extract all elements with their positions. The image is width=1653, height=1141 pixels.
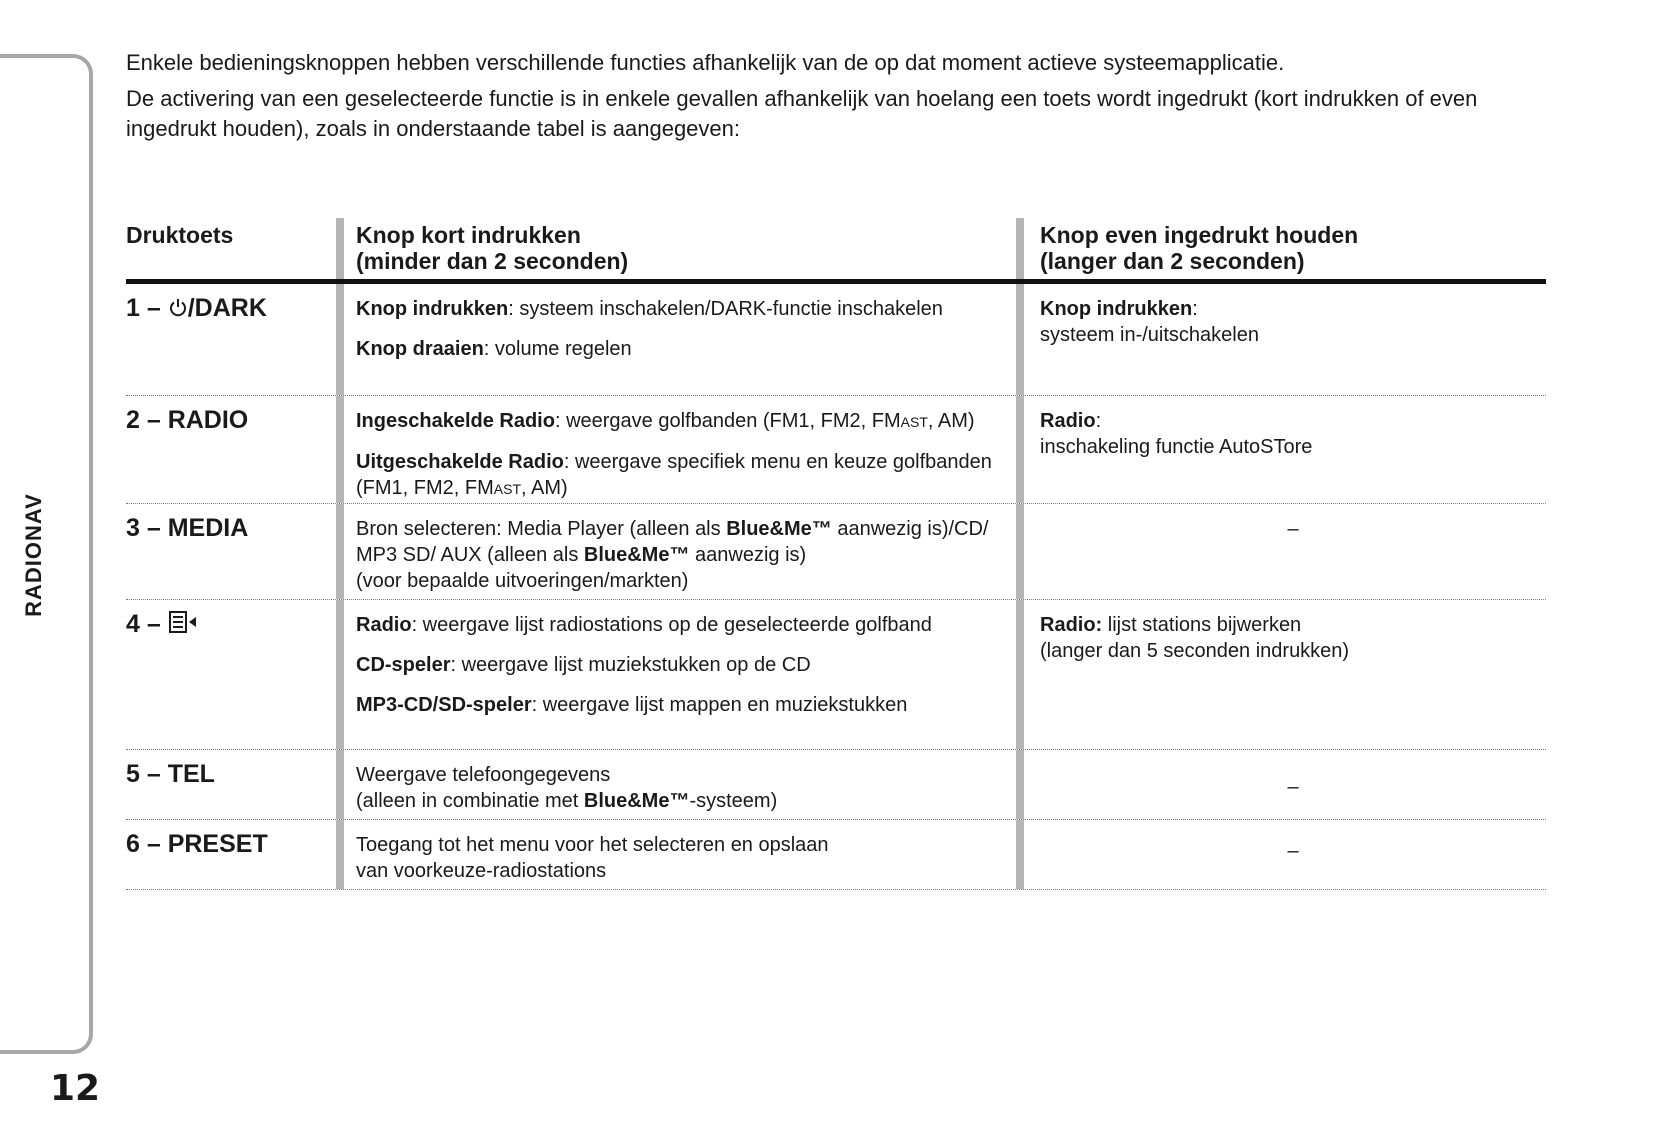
short-press-cell (336, 396, 1016, 503)
short-press-cell (336, 750, 1016, 819)
table-row (126, 284, 1546, 396)
short-press-line (356, 652, 1016, 678)
long-press-cell: – (1016, 504, 1546, 599)
power-icon (168, 296, 188, 325)
short-press-text: , AM) (927, 410, 975, 432)
short-press-text: : systeem inschakelen/DARK-functie inschakelen (508, 298, 943, 320)
table-row (126, 396, 1546, 504)
short-press-cell (336, 600, 1016, 749)
long-press-cell (1016, 600, 1546, 749)
short-press-text: Toegang tot het menu voor het selecteren en opslaan (356, 834, 829, 856)
short-press-label: MP3-CD/SD-speler (356, 694, 532, 716)
button-key: 5 – TEL (126, 760, 215, 788)
brand-name: Blue&Me™ (583, 790, 690, 812)
long-press-text: systeem in-/uitschakelen (1040, 324, 1259, 346)
short-press-line (356, 692, 1016, 718)
table-header (126, 218, 1546, 284)
fm-ast-small: AST (493, 481, 521, 497)
short-press-cell (336, 504, 1016, 599)
short-press-cell (336, 284, 1016, 395)
button-key: 6 – PRESET (126, 830, 268, 858)
page-number: 12 (50, 1068, 101, 1109)
brand-name: Blue&Me™ (583, 544, 690, 566)
short-press-text: : volume regelen (483, 338, 632, 360)
table-row (126, 820, 1546, 890)
long-press-cell (1016, 396, 1546, 503)
header-short-press-line1: Knop kort indrukken (356, 222, 581, 248)
long-press-label: Knop indrukken (1040, 298, 1193, 320)
controls-table (126, 218, 1546, 890)
short-press-label: CD-speler (356, 654, 451, 676)
table-row (126, 600, 1546, 750)
table-row (126, 504, 1546, 600)
short-press-text: : weergave specifiek menu en keuze golfbanden (FM1, FM2, FM (356, 451, 992, 499)
fm-ast-small: AST (900, 414, 928, 430)
short-press-text: aanwezig is) (689, 544, 807, 566)
table-row (126, 750, 1546, 820)
long-press-note: (langer dan 5 seconden indrukken) (1040, 640, 1350, 662)
long-press-colon: : (1192, 298, 1198, 320)
long-press-cell (1016, 284, 1546, 395)
list-browse-icon (168, 610, 198, 641)
short-press-text: Bron selecteren: Media Player (alleen als (356, 518, 727, 540)
button-key (126, 284, 336, 395)
short-press-text: : weergave golfbanden (FM1, FM2, FM (554, 410, 901, 432)
short-press-text: Weergave telefoongegevens (356, 764, 611, 786)
long-press-text: inschakeling functie AutoSTore (1040, 436, 1313, 458)
key-prefix: 1 – (126, 294, 161, 322)
short-press-cell (336, 820, 1016, 889)
long-press-cell: – (1016, 820, 1546, 889)
key-prefix: 4 – (126, 610, 161, 638)
header-long-press-line2: (langer dan 2 seconden) (1040, 248, 1305, 274)
short-press-text: : weergave lijst muziekstukken op de CD (450, 654, 811, 676)
button-key: 3 – MEDIA (126, 514, 249, 542)
short-press-text: : weergave lijst radiostations op de geselecteerde golfband (411, 614, 932, 636)
short-press-line (356, 296, 1016, 322)
short-press-line (356, 408, 1016, 435)
brand-name: Blue&Me™ (726, 518, 832, 540)
intro-text (126, 48, 1546, 150)
short-press-label: Knop draaien (356, 338, 484, 360)
long-press-label: Radio (1040, 410, 1096, 432)
short-press-line (356, 336, 1016, 362)
long-press-label: Radio: (1040, 614, 1103, 636)
short-press-text: aanwezig is)/CD/ MP3 SD/ AUX (alleen als (356, 518, 989, 566)
short-press-text: : weergave lijst mappen en muziekstukken (531, 694, 908, 716)
intro-paragraph-2: De activering van een geselecteerde functie is in enkele gevallen afhankelijk van hoelang een toets wordt ingedrukt (kort indrukken of even ingedrukt houden), zoals in onderstaande tabel is aangegeven: (126, 86, 1478, 141)
short-press-label: Knop indrukken (356, 298, 509, 320)
short-press-line (356, 449, 1016, 502)
short-press-note: (voor bepaalde uitvoeringen/markten) (356, 570, 689, 592)
header-short-press (336, 218, 1016, 279)
long-press-cell: – (1016, 750, 1546, 819)
button-key: 2 – RADIO (126, 406, 249, 434)
header-short-press-line2: (minder dan 2 seconden) (356, 248, 629, 274)
short-press-text: , AM) (521, 477, 568, 499)
long-press-colon: : (1095, 410, 1102, 432)
intro-paragraph-1: Enkele bedieningsknoppen hebben verschillende functies afhankelijk van de op dat moment actieve systeemapplicatie. (126, 50, 1285, 75)
button-key (126, 600, 336, 749)
header-long-press (1016, 218, 1546, 279)
header-long-press-line1: Knop even ingedrukt houden (1040, 222, 1359, 248)
header-button: Druktoets (126, 222, 234, 248)
short-press-label: Ingeschakelde Radio (356, 410, 555, 432)
section-label: RADIONAV (21, 493, 46, 617)
short-press-label: Radio (356, 614, 412, 636)
short-press-text: -systeem) (689, 790, 778, 812)
short-press-line (356, 612, 1016, 638)
short-press-label: Uitgeschakelde Radio (356, 451, 564, 473)
key-suffix: /DARK (187, 294, 267, 322)
short-press-text: van voorkeuze-radiostations (356, 860, 607, 882)
short-press-text: (alleen in combinatie met (356, 790, 584, 812)
long-press-text: lijst stations bijwerken (1102, 614, 1302, 636)
